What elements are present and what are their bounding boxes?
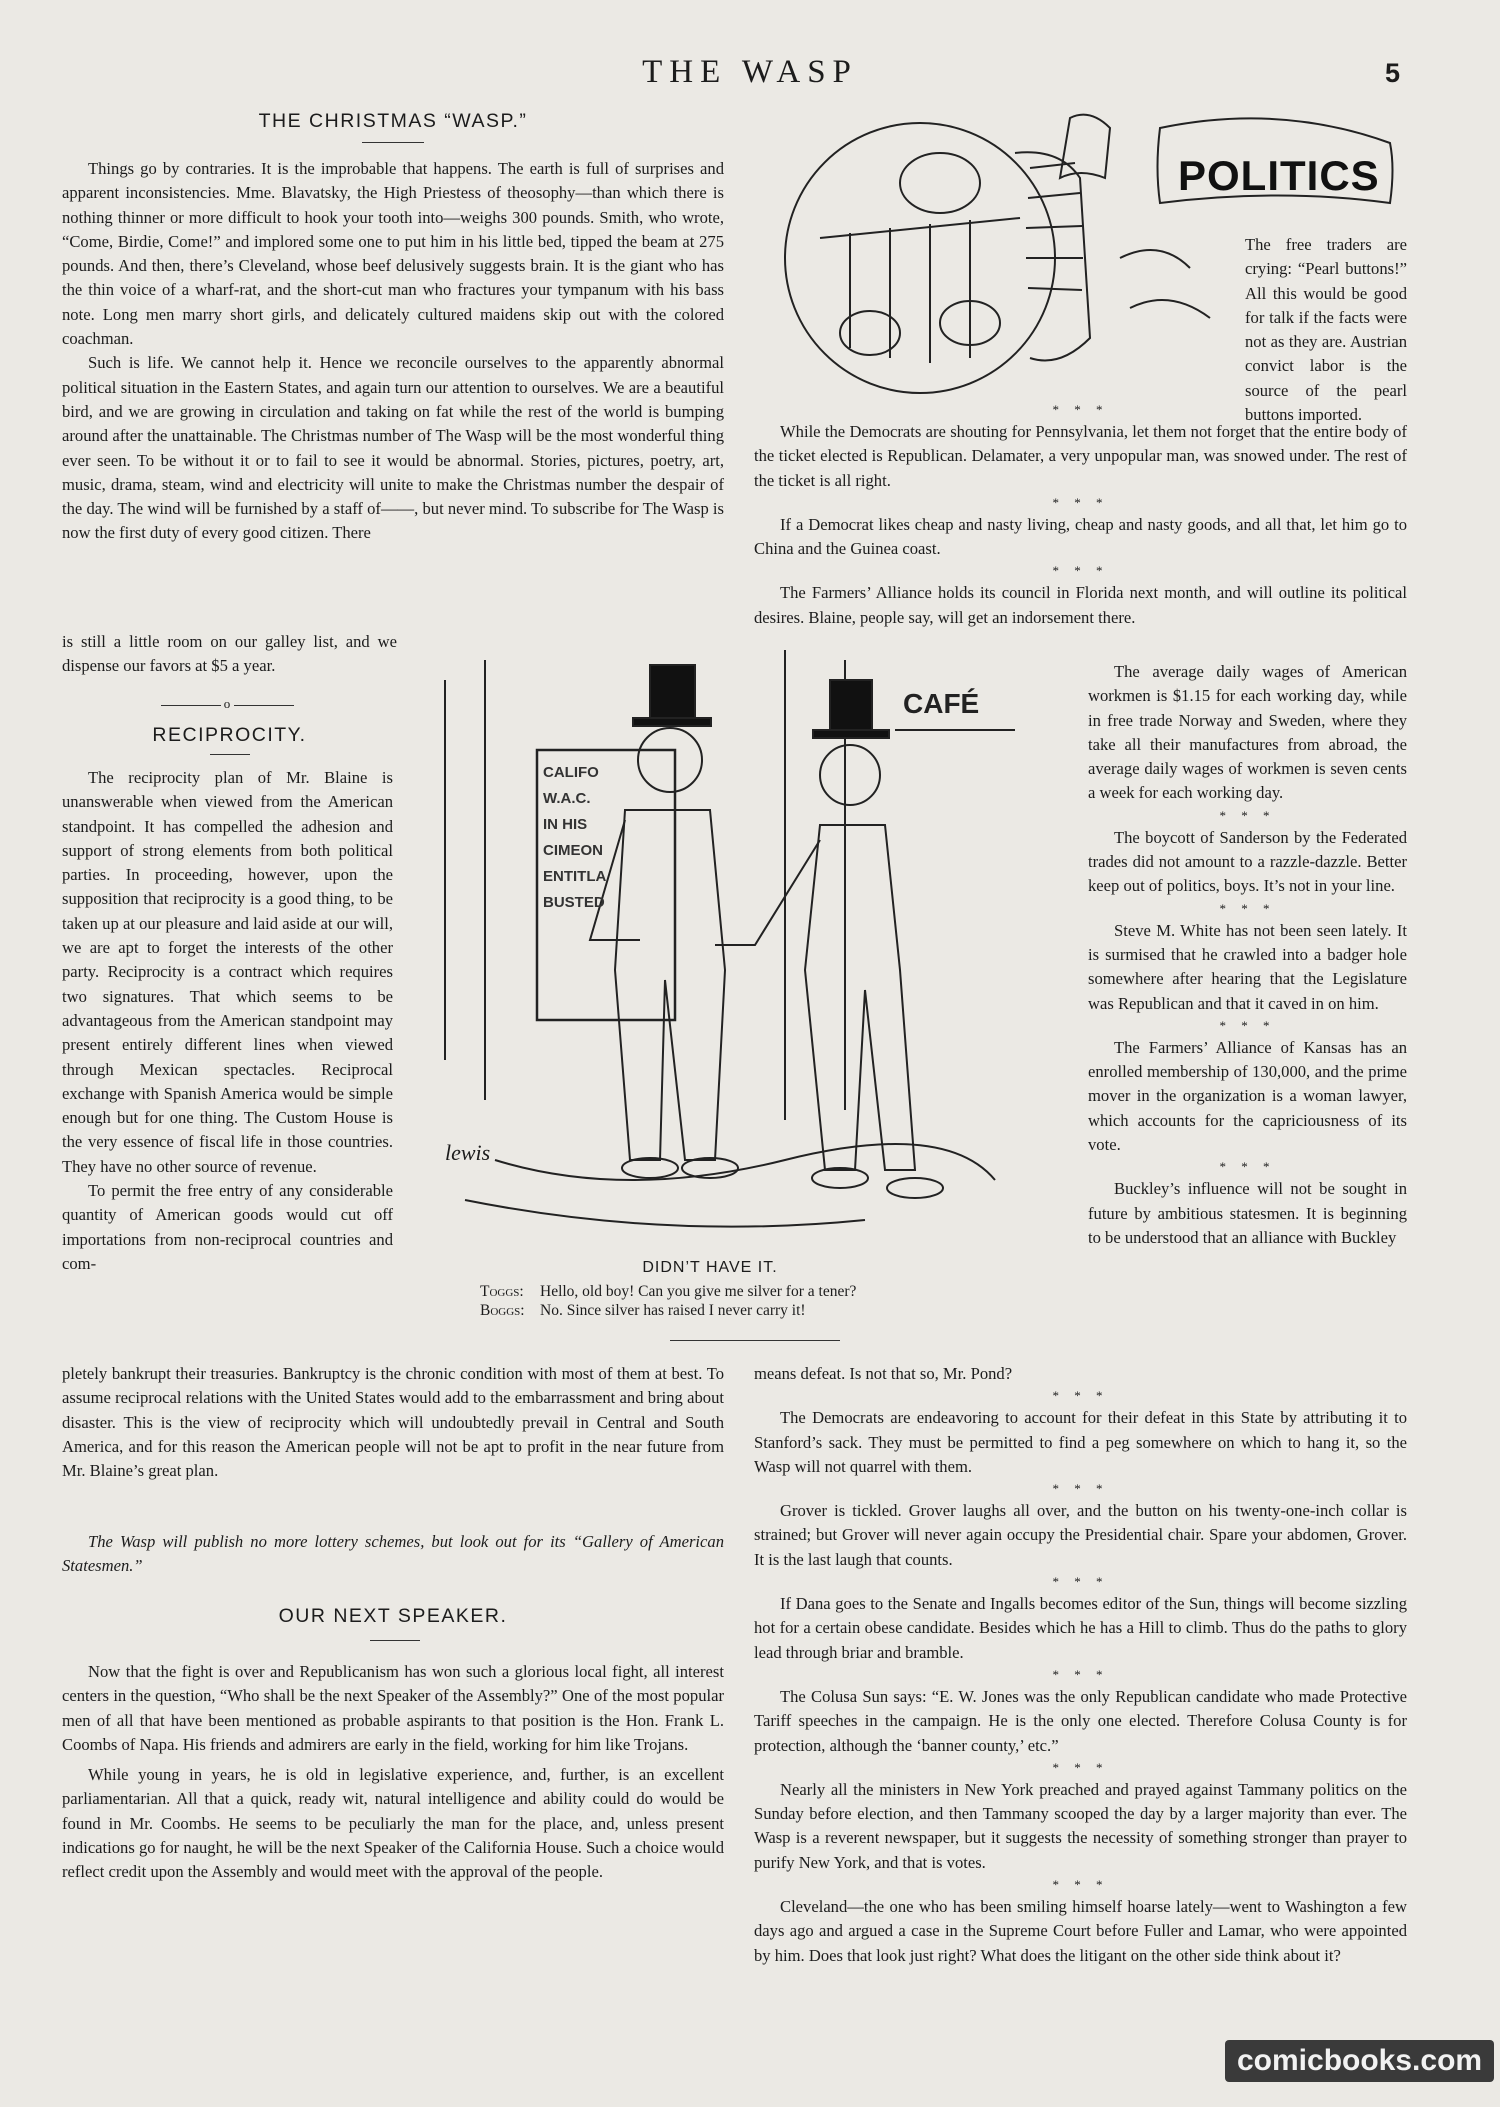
title-rule bbox=[210, 754, 250, 755]
politics-item-9: Buckley’s influence will not be sought in future by ambitious statesmen. It is beginning to be understood that an alliance with Buckley bbox=[1088, 1179, 1407, 1247]
star-separator: * * * bbox=[1052, 1388, 1109, 1404]
politics-item-14: Nearly all the ministers in New York preached and prayed against Tammany politics on the Sunday before election, and then Tammany scooped the day by a larger majority than ever. The Wasp is a reverent newspaper, but it suggests the necessity of something stronger than prayer to purify New York, and that is votes. bbox=[754, 1779, 1407, 1872]
politics-item-6: The boycott of Sanderson by the Federated trades did not amount to a razzle-dazzle. Better keep out of politics, boys. It’s not in your line. bbox=[1088, 827, 1407, 896]
reciprocity-paragraph-2: To permit the free entry of any considerable quantity of American goods would cut off importations from non-reciprocal countries and com- bbox=[62, 1181, 393, 1273]
reciprocity-title: RECIPROCITY. bbox=[152, 724, 307, 746]
politics-banner: POLITICS bbox=[1178, 152, 1380, 199]
star-separator: * * * bbox=[1052, 402, 1109, 417]
christmas-tail bbox=[62, 630, 397, 679]
storefront-sign: CALIFO W.A.C. IN HIS CIMEON ENTITLA BUSTED bbox=[543, 764, 607, 911]
politics-item-7: Steve M. White has not been seen lately. It is surmised that he crawled into a badger hole somewhere after hearing that the Legislature was Republican and that it caved in on him. bbox=[1088, 920, 1407, 1013]
title-rule bbox=[370, 1640, 420, 1641]
politics-item-8: The Farmers’ Alliance of Kansas has an enrolled membership of 130,000, and the prime mover in the organization is a woman lawyer, which accounts for the capriciousness of its vote. bbox=[1088, 1037, 1407, 1155]
politics-item-5: The average daily wages of American workmen is $1.15 for each working day, while in free trade Norway and Sweden, where they take all their manufactures from abroad, the average daily wages of workmen is seven cents a week for each working day. bbox=[1088, 662, 1407, 803]
speaker-paragraph-1: Now that the fight is over and Republicanism has won such a glorious local fight, all interest centers in the question, “Who shall be the next Speaker of the Assembly?” One of the most popular men of all that have been mentioned as probable aspirants to that position is the Hon. Frank L. Coombs of Napa. His friends and admirers are early in the field, working for him like Trojans. bbox=[62, 1662, 724, 1754]
lottery-notice: The Wasp will publish no more lottery schemes, but look out for its “Gallery of American Statesmen.” bbox=[62, 1532, 724, 1576]
reciprocity-tail bbox=[62, 1362, 724, 1483]
running-head: THE WASP bbox=[642, 54, 858, 90]
politics-item-4: The Farmers’ Alliance holds its council in Florida next month, and will outline its political desires. Blaine, people say, will get an indorsement there. bbox=[754, 583, 1407, 627]
page-number: 5 bbox=[1385, 58, 1401, 88]
politics-item-15: Cleveland—the one who has been smiling himself hoarse lately—went to Washington a few days ago and argued a case in the Supreme Court before Fuller and Lamar, who were appointed by him. Does that look just right? What does the litigant on the other side think about it? bbox=[754, 1897, 1407, 1965]
cafe-sign: CAFÉ bbox=[903, 688, 980, 719]
section-divider: o bbox=[147, 696, 307, 712]
speaker-article bbox=[62, 1660, 724, 1885]
title-rule bbox=[362, 142, 424, 143]
star-separator: * * * bbox=[1219, 1017, 1276, 1033]
politics-item-13: The Colusa Sun says: “E. W. Jones was the only Republican candidate who made Protective Tariff speeches in the campaign. He is the only one elected. Therefore Colusa County is for protection, although the ‘banner county,’ etc.” bbox=[754, 1686, 1407, 1755]
politics-item-1-top: The free traders are crying: “Pearl buttons!” All this would be good for talk if the facts were not as they are. Austrian convict labor is the source of the pearl buttons imported. bbox=[1245, 235, 1407, 425]
christmas-paragraph-2-tail: is still a little room on our galley list, and we dispense our favors at $5 a year. bbox=[62, 632, 397, 676]
cartoon-drawing bbox=[425, 640, 1015, 1250]
cartoon-illustration bbox=[425, 640, 1015, 1250]
politics-narrow-column bbox=[1088, 660, 1407, 1250]
speaker-paragraph-2: While young in years, he is old in legislative experience, and, further, is an excellent parliamentarian. All that a quick, ready wit, natural intelligence and ability could do would be found in Mr. Coombs. He seems to be peculiarly the man for the place, and, unless present indications go for naught, he will be the next Speaker of the California House. Such a choice would reflect credit upon the Assembly and would meet with the approval of the people. bbox=[62, 1765, 724, 1882]
reciprocity-article bbox=[62, 766, 393, 1276]
christmas-article bbox=[62, 157, 724, 546]
star-separator: * * * bbox=[1219, 900, 1276, 916]
watermark: comicbooks.com bbox=[1225, 2040, 1494, 2082]
reciprocity-paragraph-1: The reciprocity plan of Mr. Blaine is unanswerable when viewed from the American standpoint. It has compelled the adhesion and support of strong elements from both political parties. In proceeding, however, upon the supposition that reciprocity is a good thing, to be taken up at our pleasure and laid aside at our will, we are apt to forget the interests of the other party. Reciprocity is a contract which requires two signatures. That which seems to be advantageous from the American standpoint may present entirely different lines when viewed through Mexican spectacles. Reciprocal exchange with Spanish America would be simple enough but for one thing. The Custom House is the very essence of fiscal life in those countries. They have no other source of revenue. bbox=[62, 768, 393, 1176]
politics-item-9-tail: means defeat. Is not that so, Mr. Pond? bbox=[754, 1364, 1013, 1383]
star-separator: * * * bbox=[1052, 494, 1109, 510]
politics-item-12: If Dana goes to the Senate and Ingalls becomes editor of the Sun, things will become sizzling hot for a certain obese candidate. Besides which he has a Hill to climb. Thus do the paths to glory lead through briar and bramble. bbox=[754, 1594, 1407, 1662]
politics-lower-column bbox=[754, 1362, 1407, 1968]
cartoon-caption: Toggs: Hello, old boy! Can you give me silver for a tener? Boggs: No. Since silver has raised I never carry it! bbox=[480, 1283, 857, 1319]
christmas-paragraph-2: Such is life. We cannot help it. Hence we reconcile ourselves to the apparently abnormal political situation in the Eastern States, and again turn our attention to ourselves. We are a beautiful bird, and we are growing in circulation and taking on fat while the rest of the world is bumping around after the unattainable. The Christmas number of The Wasp will be the most wonderful thing ever seen. To be without it or to fail to see it would be abnormal. Stories, pictures, poetry, art, music, drama, steam, wind and electricity will unite to make the Christmas number the despair of the day. The wind will be furnished by a staff of——, but never mind. To subscribe for The Wasp is now the first duty of every good citizen. There bbox=[62, 353, 724, 543]
politics-item-11: Grover is tickled. Grover laughs all over, and the button on his twenty-one-inch collar is strained; but Grover will never again occupy the Presidential chair. Spare your abdomen, Grover. It is the last laugh that counts. bbox=[754, 1501, 1407, 1569]
speaker-title: OUR NEXT SPEAKER. bbox=[278, 1605, 508, 1627]
star-separator: * * * bbox=[1052, 1666, 1109, 1682]
politics-item-3: If a Democrat likes cheap and nasty living, cheap and nasty goods, and all that, let him go to China and the Guinea coast. bbox=[754, 514, 1407, 559]
politics-item-2: While the Democrats are shouting for Pennsylvania, let them not forget that the entire body of the ticket elected is Republican. Delamater, a very unpopular man, was snowed under. The rest of the ticket is all right. bbox=[754, 422, 1407, 490]
christmas-paragraph-1: Things go by contraries. It is the improbable that happens. The earth is full of surprises and apparent inconsistencies. Mme. Blavatsky, the High Priestess of theosophy—than which there is nothing thinner or more difficult to hook your tooth into—weighs 300 pounds. Smith, who wrote, “Come, Birdie, Come!” and implored some one to put him in his little bed, tipped the beam at 275 pounds. And then, there’s Cleveland, whose beef delusively suggests brain. It is the giant who has the thin voice of a wharf-rat, and the short-cut man who fractures your tympanum with his bass note. Long men marry short girls, and delicately cultured maidens skip out with the colored coachman. bbox=[62, 159, 724, 349]
star-separator: * * * bbox=[1219, 1159, 1276, 1175]
reciprocity-paragraph-2-tail: pletely bankrupt their treasuries. Bankruptcy is the chronic condition with most of them at best. To assume reciprocal relations with the United States would add to the embarrassment and bring about disaster. This is the view of reciprocity which will undoubtedly prevail in Central and South America, and for this reason the American people will not be apt to profit in the near future from Mr. Blaine’s great plan. bbox=[62, 1364, 724, 1481]
star-separator: * * * bbox=[1052, 1481, 1109, 1497]
star-separator: * * * bbox=[1052, 1759, 1109, 1775]
artist-signature: lewis bbox=[445, 1140, 491, 1165]
politics-item-10: The Democrats are endeavoring to account for their defeat in this State by attributing it to Stanford’s sack. They must be permitted to find a peg somewhere on which to hang it, so the Wasp will not quarrel with them. bbox=[754, 1408, 1407, 1476]
star-separator: * * * bbox=[1052, 1574, 1109, 1590]
caption-rule bbox=[670, 1340, 840, 1341]
christmas-title: THE CHRISTMAS “WASP.” bbox=[258, 110, 528, 132]
star-separator: * * * bbox=[1052, 563, 1109, 579]
politics-upper-column bbox=[754, 402, 1407, 630]
cartoon-title: DIDN’T HAVE IT. bbox=[642, 1259, 778, 1276]
star-separator: * * * bbox=[1219, 807, 1276, 823]
star-separator: * * * bbox=[1052, 1877, 1109, 1893]
